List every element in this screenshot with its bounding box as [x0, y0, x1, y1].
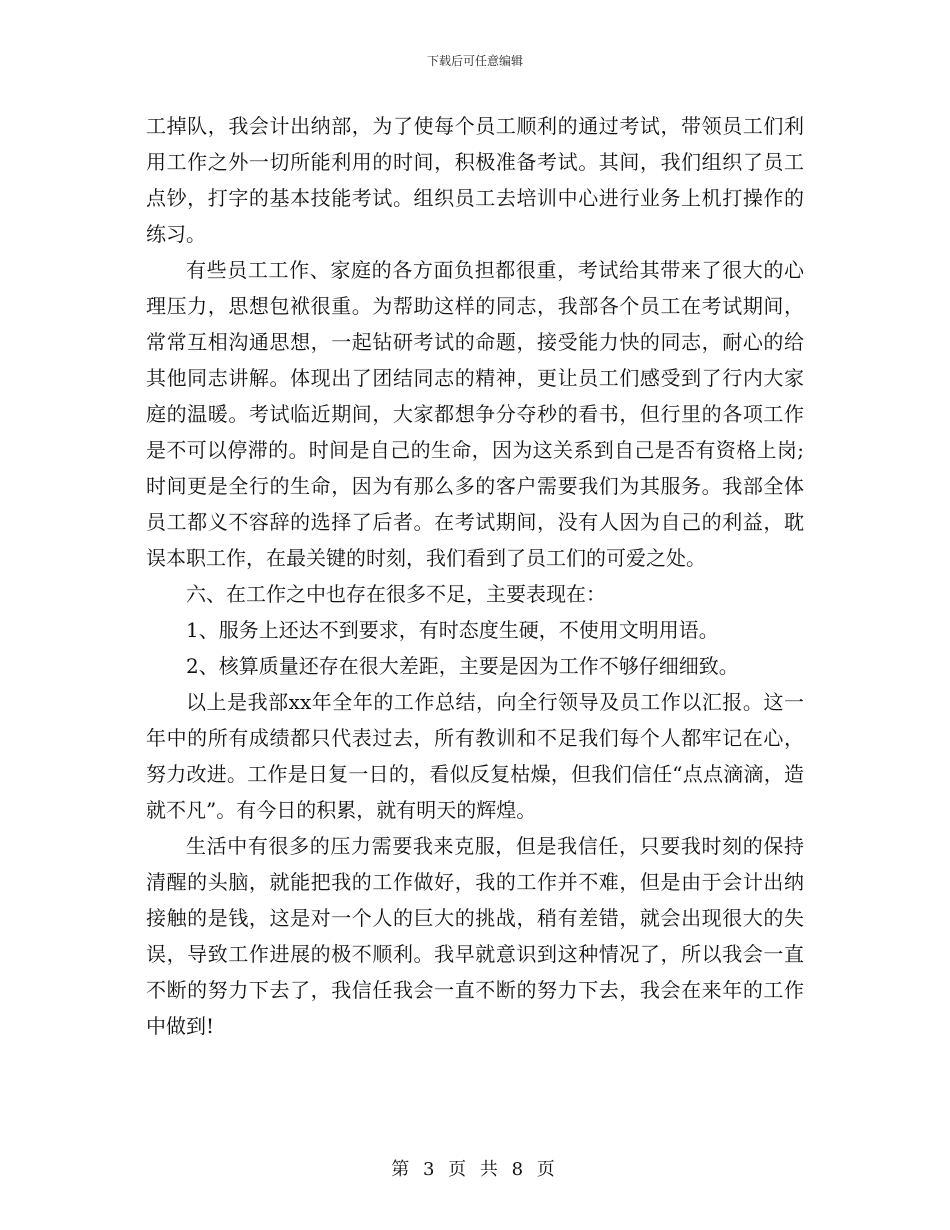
paragraph-1: 工掉队，我会计出纳部，为了使每个员工顺利的通过考试，带领员工们利用工作之外一切所能利用的时间，积极准备考试。其间，我们组织了员工点钞，打字的基本技能考试。组织员工去培训中心进行业务上机打操作的练习。 — [146, 114, 804, 246]
page-header: 下载后可任意编辑 — [426, 54, 523, 68]
paragraph-4: 1、服务上还达不到要求，有时态度生硬，不使用文明用语。 — [186, 618, 719, 642]
paragraph-6: 以上是我部xx年全年的工作总结，向全行领导及员工作以汇报。这一年中的所有成绩都只代表过去，所有教训和不足我们每个人都牢记在心，努力改进。工作是日复一日的，看似反复枯燥，但我们信任“点点滴滴，造就不凡”。有今日的积累，就有明天的辉煌。 — [146, 690, 804, 822]
paragraph-7: 生活中有很多的压力需要我来克服，但是我信任，只要我时刻的保持清醒的头脑，就能把我的工作做好，我的工作并不难，但是由于会计出纳接触的是钱，这是对一个人的巨大的挑战，稍有差错，就会出现很大的失误，导致工作进展的极不顺利。我早就意识到这种情况了，所以我会一直不断的努力下去了，我信任我会一直不断的努力下去，我会在来年的工作中做到! — [146, 834, 804, 1038]
paragraph-5: 2、核算质量还存在很大差距，主要是因为工作不够仔细细致。 — [186, 654, 739, 678]
paragraph-3: 六、在工作之中也存在很多不足，主要表现在： — [186, 582, 606, 606]
paragraph-2: 有些员工工作、家庭的各方面负担都很重，考试给其带来了很大的心理压力，思想包袱很重。为帮助这样的同志，我部各个员工在考试期间，常常互相沟通思想，一起钻研考试的命题，接受能力快的同志，耐心的给其他同志讲解。体现出了团结同志的精神，更让员工们感受到了行内大家庭的温暖。考试临近期间，大家都想争分夺秒的看书，但行里的各项工作是不可以停滞的。时间是自己的生命，因为这关系到自己是否有资格上岗;时间更是全行的生命，因为有那么多的客户需要我们为其服务。我部全体员工都义不容辞的选择了后者。在考试期间，没有人因为自己的利益，耽误本职工作，在最关键的时刻，我们看到了员工们的可爱之处。 — [146, 258, 804, 570]
document-body — [146, 108, 804, 1044]
page-footer: 第 3 页 共 8 页 — [391, 1159, 559, 1180]
